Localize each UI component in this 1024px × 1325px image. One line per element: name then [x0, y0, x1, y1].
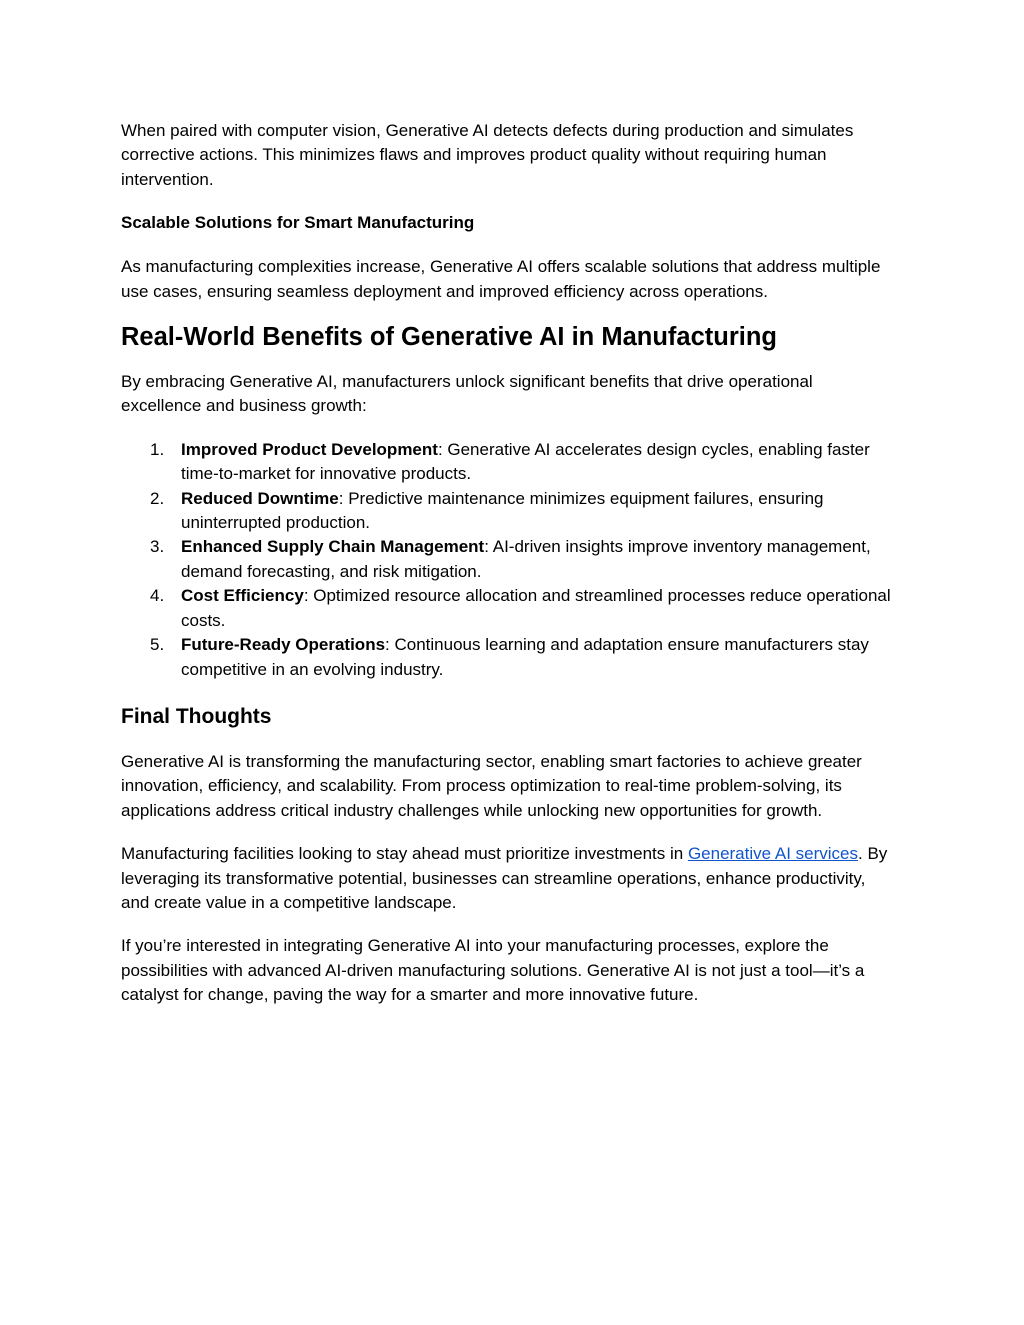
list-item-title: Enhanced Supply Chain Management: [181, 537, 485, 557]
list-item-text: : Generative AI accelerates design cycles, enabling faster time-to-market for innovative products.: [181, 439, 870, 484]
generative-ai-services-link[interactable]: Generative AI services: [687, 844, 859, 864]
list-item: [121, 633, 896, 682]
list-item-number: 4.: [150, 586, 165, 606]
list-item-title: Future-Ready Operations: [181, 635, 386, 655]
list-item-number: 2.: [150, 488, 165, 508]
list-item-text: : Optimized resource allocation and streamlined processes reduce operational costs.: [181, 586, 891, 630]
heading-final-thoughts: Final Thoughts: [121, 704, 272, 728]
list-item: [121, 487, 896, 536]
list-item: [121, 535, 896, 584]
paragraph-final-2-after: . By leveraging its transformative potential, businesses can streamline operations, enhance productivity, and create value in a competitive landscape.: [121, 844, 888, 912]
list-item-number: 3.: [150, 537, 165, 557]
list-item-number: 1.: [150, 439, 165, 459]
list-item-number: 5.: [150, 635, 165, 655]
paragraph-benefits-intro: By embracing Generative AI, manufacturers unlock significant benefits that drive operational excellence and business growth:: [121, 372, 813, 416]
subheading-scalable-solutions: Scalable Solutions for Smart Manufacturing: [121, 213, 475, 233]
list-item-text: : Predictive maintenance minimizes equipment failures, ensuring uninterrupted production.: [181, 488, 824, 533]
paragraph-final-1: Generative AI is transforming the manufacturing sector, enabling smart factories to achieve greater innovation, efficiency, and scalability. From process optimization to real-time problem-solving, its applications address critical industry challenges while unlocking new opportunities for growth.: [121, 751, 862, 820]
list-item: [121, 438, 896, 487]
list-item-text: : AI-driven insights improve inventory management, demand forecasting, and risk mitigation.: [181, 537, 871, 581]
paragraph-final-2-before: Manufacturing facilities looking to stay ahead must prioritize investments in: [121, 844, 688, 864]
paragraph-final-2: [121, 842, 896, 915]
list-item-title: Cost Efficiency: [181, 586, 304, 606]
list-item-title: Reduced Downtime: [181, 488, 339, 508]
document-page: [121, 119, 896, 1008]
list-item-title: Improved Product Development: [181, 439, 438, 459]
list-item: [121, 584, 896, 633]
heading-real-world-benefits: Real-World Benefits of Generative AI in Manufacturing: [121, 323, 778, 352]
paragraph-final-3: If you’re interested in integrating Generative AI into your manufacturing processes, explore the possibilities with advanced AI-driven manufacturing solutions. Generative AI is not just a tool—it’s a catalyst for change, paving the way for a smarter and more innovative future.: [121, 936, 865, 1005]
paragraph-computer-vision: When paired with computer vision, Generative AI detects defects during production and simulates corrective actions. This minimizes flaws and improves product quality without requiring human intervention.: [121, 121, 854, 189]
benefits-list: [121, 438, 896, 682]
list-item-text: : Continuous learning and adaptation ensure manufacturers stay competitive in an evolving industry.: [181, 635, 869, 679]
paragraph-scalable-solutions: As manufacturing complexities increase, Generative AI offers scalable solutions that address multiple use cases, ensuring seamless deployment and improved efficiency across operations.: [121, 257, 881, 301]
